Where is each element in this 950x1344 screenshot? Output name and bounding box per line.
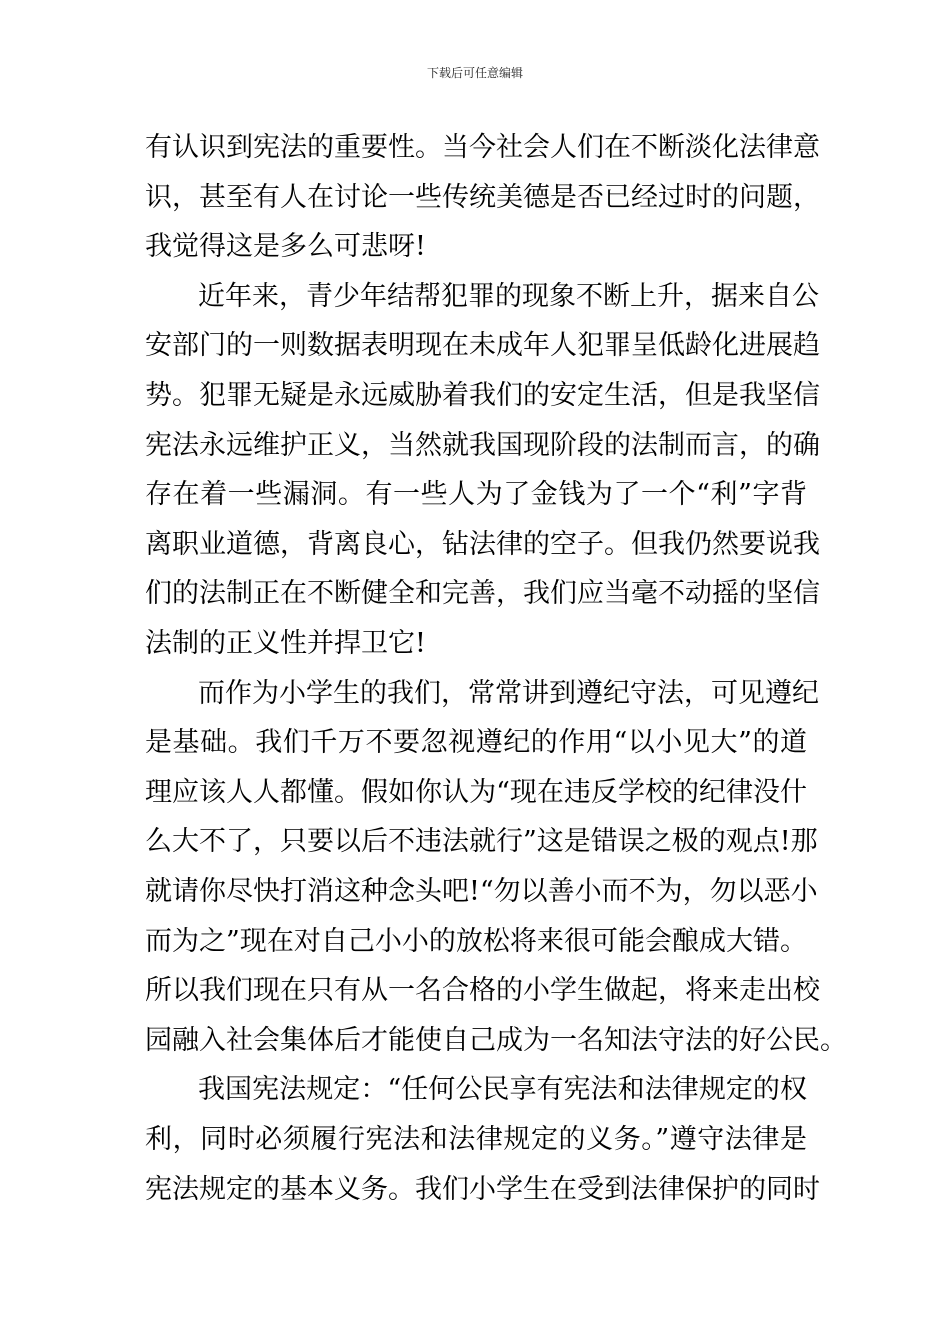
text-line: 而作为小学生的我们，常常讲到遵纪守法，可见遵纪 [198, 677, 819, 709]
text-line: 理应该人人都懂。假如你认为“现在违反学校的纪律没什 [145, 776, 807, 808]
text-line: 而为之”现在对自己小小的放松将来很可能会酿成大错。 [145, 925, 807, 957]
text-line: 法制的正义性并捍卫它! [145, 628, 426, 659]
text-line: 离职业道德，背离良心，钻法律的空子。但我仍然要说我 [145, 528, 820, 560]
text-line: 园融入社会集体后才能使自己成为一名知法守法的好公民。 [145, 1024, 847, 1056]
page-header: 下载后可任意编辑 [426, 66, 523, 80]
text-line: 们的法制正在不断健全和完善，我们应当毫不动摇的坚信 [145, 578, 820, 610]
text-line: 么大不了，只要以后不违法就行”这是错误之极的观点!那 [145, 826, 818, 858]
text-line: 我觉得这是多么可悲呀! [145, 231, 426, 263]
text-line: 安部门的一则数据表明现在未成年人犯罪呈低龄化进展趋 [145, 330, 820, 362]
text-line: 存在着一些漏洞。有一些人为了金钱为了一个“利”字背 [145, 479, 807, 511]
text-line: 宪法规定的基本义务。我们小学生在受到法律保护的同时 [145, 1173, 820, 1205]
text-line: 近年来，青少年结帮犯罪的现象不断上升，据来自公 [198, 280, 819, 312]
text-line: 识，甚至有人在讨论一些传统美德是否已经过时的问题， [145, 181, 820, 213]
text-line: 有认识到宪法的重要性。当今社会人们在不断淡化法律意 [145, 132, 820, 163]
text-line: 就请你尽快打消这种念头吧!“勿以善小而不为，勿以恶小 [145, 876, 818, 907]
text-line: 宪法永远维护正义，当然就我国现阶段的法制而言，的确 [145, 429, 820, 461]
text-line: 势。犯罪无疑是永远威胁着我们的安定生活，但是我坚信 [145, 380, 820, 411]
text-line: 我国宪法规定：“任何公民享有宪法和法律规定的权 [198, 1074, 807, 1106]
text-line: 利，同时必须履行宪法和法律规定的义务。”遵守法律是 [145, 1124, 807, 1155]
text-line: 所以我们现在只有从一名合格的小学生做起，将来走出校 [145, 975, 820, 1007]
text-line: 是基础。我们千万不要忽视遵纪的作用“以小见大”的道 [145, 727, 807, 759]
